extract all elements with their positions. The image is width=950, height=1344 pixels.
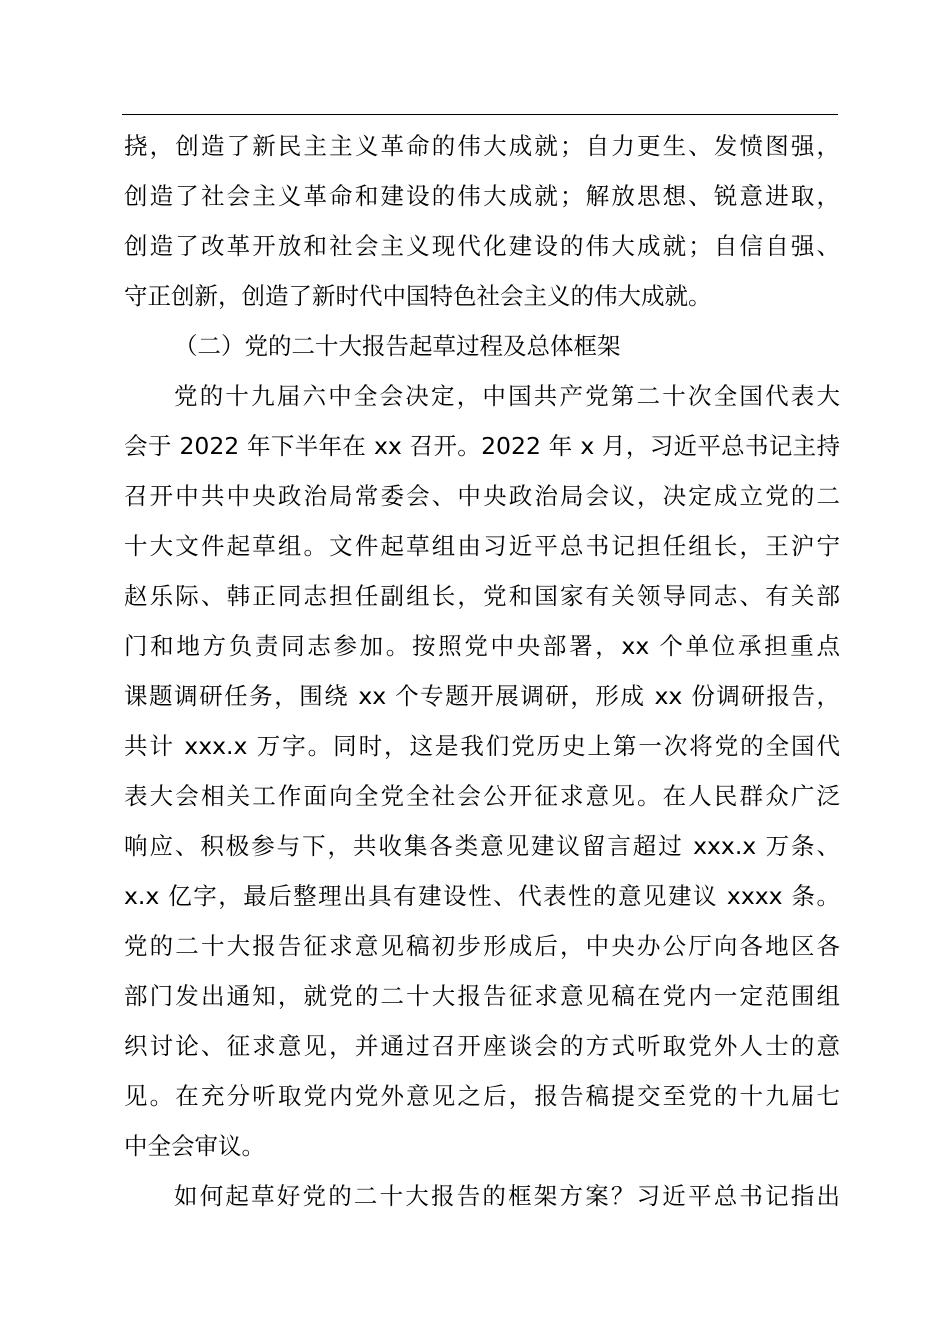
text-line-15: 响应、积极参与下，共收集各类意见建议留言超过 xxx.x 万条、 bbox=[124, 832, 840, 860]
text-line-21: 中全会审议。 bbox=[124, 1132, 265, 1160]
text-line-10: 赵乐际、韩正同志担任副组长，党和国家有关领导同志、有关部 bbox=[124, 582, 840, 610]
text-line-6: 党的十九届六中全会决定，中国共产党第二十次全国代表大 bbox=[174, 382, 840, 410]
text-line-19: 织讨论、征求意见，并通过召开座谈会的方式听取党外人士的意 bbox=[124, 1032, 840, 1060]
section-heading: （二）党的二十大报告起草过程及总体框架 bbox=[174, 332, 621, 360]
text-line-16: x.x 亿字，最后整理出具有建设性、代表性的意见建议 xxxx 条。 bbox=[124, 882, 840, 910]
text-line-11: 门和地方负责同志参加。按照党中央部署，xx 个单位承担重点 bbox=[124, 632, 840, 660]
text-line-18: 部门发出通知，就党的二十大报告征求意见稿在党内一定范围组 bbox=[124, 982, 840, 1010]
text-line-4: 守正创新，创造了新时代中国特色社会主义的伟大成就。 bbox=[124, 282, 712, 310]
text-line-2: 创造了社会主义革命和建设的伟大成就；解放思想、锐意进取， bbox=[124, 182, 840, 210]
text-line-20: 见。在充分听取党内党外意见之后，报告稿提交至党的十九届七 bbox=[124, 1082, 840, 1110]
text-line-1: 挠，创造了新民主主义革命的伟大成就；自力更生、发愤图强， bbox=[124, 132, 840, 160]
text-line-3: 创造了改革开放和社会主义现代化建设的伟大成就；自信自强、 bbox=[124, 232, 840, 260]
text-line-14: 表大会相关工作面向全党全社会公开征求意见。在人民群众广泛 bbox=[124, 782, 840, 810]
body-text bbox=[124, 121, 840, 1221]
text-line-22: 如何起草好党的二十大报告的框架方案？习近平总书记指出 bbox=[174, 1182, 840, 1210]
text-line-13: 共计 xxx.x 万字。同时，这是我们党历史上第一次将党的全国代 bbox=[124, 732, 840, 760]
header-rule bbox=[122, 114, 838, 115]
text-line-17: 党的二十大报告征求意见稿初步形成后，中央办公厅向各地区各 bbox=[124, 932, 840, 960]
text-line-9: 十大文件起草组。文件起草组由习近平总书记担任组长，王沪宁 bbox=[124, 532, 840, 560]
text-line-8: 召开中共中央政治局常委会、中央政治局会议，决定成立党的二 bbox=[124, 482, 840, 510]
text-line-12: 课题调研任务，围绕 xx 个专题开展调研，形成 xx 份调研报告， bbox=[124, 682, 840, 710]
text-line-7: 会于 2022 年下半年在 xx 召开。2022 年 x 月，习近平总书记主持 bbox=[124, 432, 840, 460]
